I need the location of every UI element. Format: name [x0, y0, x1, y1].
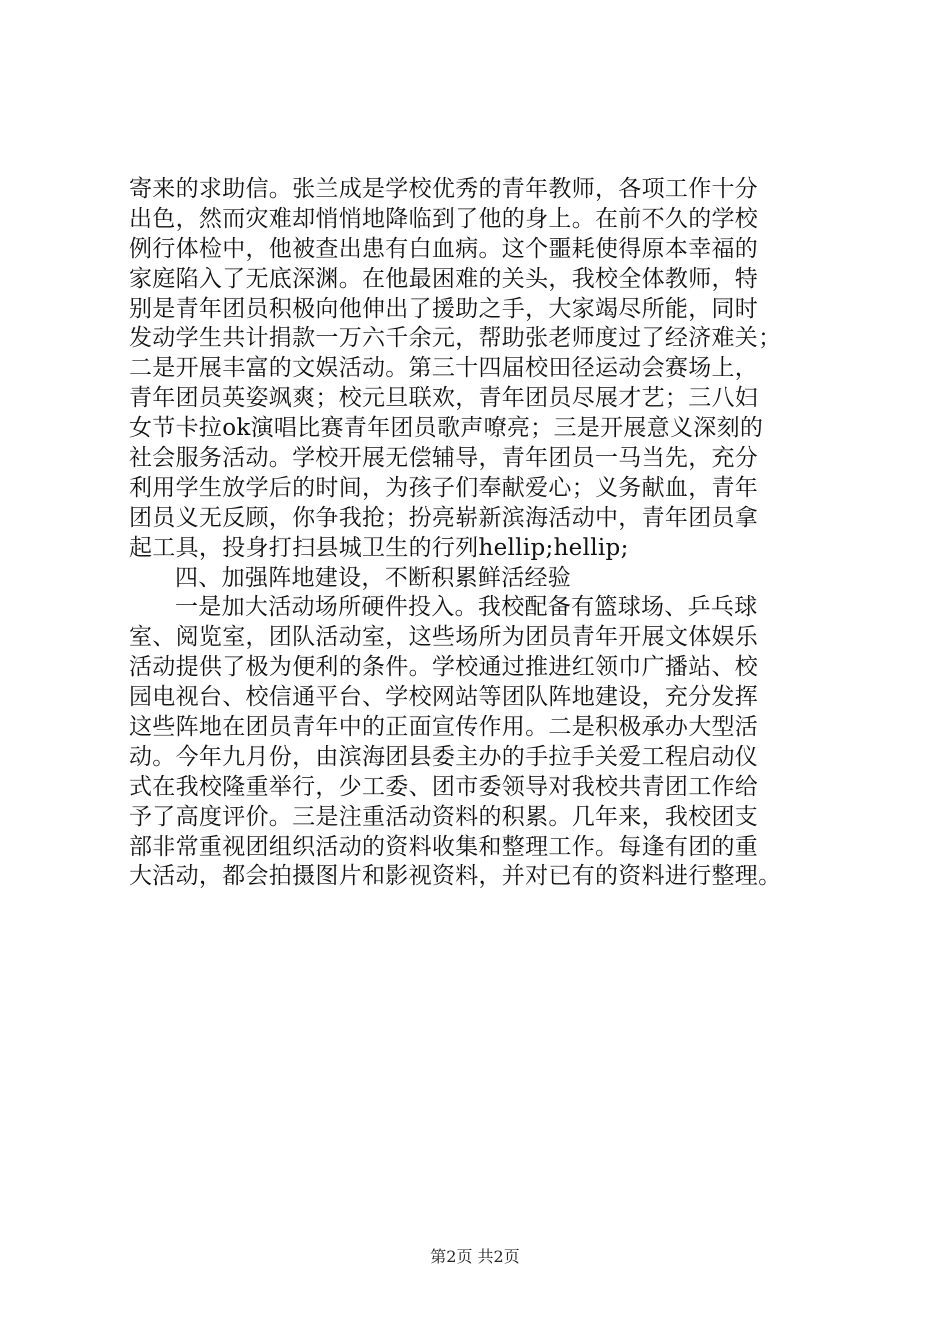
text-line: 部非常重视团组织活动的资料收集和整理工作。每逢有团的重 — [129, 833, 759, 860]
text-line: 活动提供了极为便利的条件。学校通过推进红领巾广播站、校 — [129, 654, 759, 681]
text-line: 利用学生放学后的时间，为孩子们奉献爱心；义务献血，青年 — [129, 474, 759, 501]
text-line: 大活动，都会拍摄图片和影视资料，并对已有的资料进行整理。 — [129, 863, 782, 890]
body-text — [129, 175, 849, 892]
text-line: 这些阵地在团员青年中的正面宣传作用。二是积极承办大型活 — [129, 714, 759, 741]
text-line: 动。今年九月份，由滨海团县委主办的手拉手关爱工程启动仪 — [129, 743, 759, 770]
text-line: 社会服务活动。学校开展无偿辅导，青年团员一马当先，充分 — [129, 445, 759, 472]
text-line: 别是青年团员积极向他伸出了援助之手，大家竭尽所能，同时 — [129, 295, 759, 322]
text-line: 家庭陷入了无底深渊。在他最困难的关头，我校全体教师，特 — [129, 265, 759, 292]
text-line: 起工具，投身打扫县城卫生的行列hellip;hellip; — [129, 534, 629, 561]
page-number: 第2页 共2页 — [430, 1247, 520, 1266]
section-heading: 四、加强阵地建设，不断积累鲜活经验 — [175, 564, 572, 591]
text-line: 寄来的求助信。张兰成是学校优秀的青年教师，各项工作十分 — [129, 176, 759, 202]
text-line: 出色，然而灾难却悄悄地降临到了他的身上。在前不久的学校 — [129, 205, 759, 232]
text-line: 室、阅览室，团队活动室，这些场所为团员青年开展文体娱乐 — [129, 624, 759, 651]
text-line: 式在我校隆重举行，少工委、团市委领导对我校共青团工作给 — [129, 773, 759, 800]
text-line: 例行体检中，他被查出患有白血病。这个噩耗使得原本幸福的 — [129, 235, 759, 262]
text-line: 团员义无反顾，你争我抢；扮亮崭新滨海活动中，青年团员拿 — [129, 504, 759, 531]
text-line: 园电视台、校信通平台、学校网站等团队阵地建设，充分发挥 — [129, 684, 759, 711]
text-line: 发动学生共计捐款一万六千余元，帮助张老师度过了经济难关； — [129, 325, 782, 352]
text-line: 二是开展丰富的文娱活动。第三十四届校田径运动会赛场上， — [129, 355, 759, 382]
text-line: 青年团员英姿飒爽；校元旦联欢，青年团员尽展才艺；三八妇 — [129, 385, 759, 412]
paragraph-first-line: 一是加大活动场所硬件投入。我校配备有篮球场、乒乓球 — [175, 594, 758, 621]
text-line: 予了高度评价。三是注重活动资料的积累。几年来，我校团支 — [129, 803, 759, 830]
text-line: 女节卡拉ok演唱比赛青年团员歌声嘹亮；三是开展意义深刻的 — [129, 415, 764, 442]
